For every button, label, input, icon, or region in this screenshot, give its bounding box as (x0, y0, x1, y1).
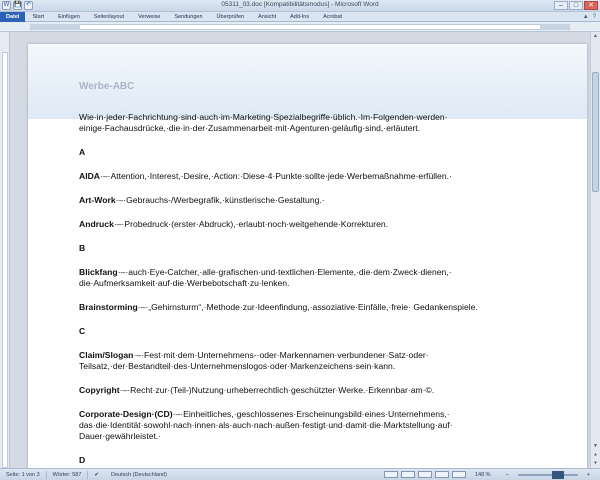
entry-term: Andruck (79, 219, 114, 229)
next-page-icon[interactable]: ⯆ (593, 461, 598, 467)
entry-paragraph (79, 409, 517, 442)
entry-paragraph (79, 302, 517, 313)
title-bar (0, 0, 600, 12)
scrollbar-thumb[interactable] (592, 72, 599, 192)
vertical-ruler-track (2, 52, 8, 468)
tab-sendungen[interactable]: Sendungen (174, 13, 203, 20)
document-workspace (10, 32, 590, 468)
tab-ansicht[interactable]: Ansicht (258, 13, 277, 20)
draft-view-button[interactable] (452, 471, 466, 478)
ruler-track (30, 24, 570, 30)
document-body[interactable] (79, 112, 517, 466)
entry-term: Corporate·Design·(CD) (79, 409, 173, 419)
entry-text: ·–·Gebrauchs-/Werbegrafik,·künstlerische·Gestaltung.· (115, 195, 325, 205)
zoom-slider-thumb[interactable] (552, 471, 564, 479)
zoom-in-button[interactable]: + (586, 471, 590, 478)
zoom-level[interactable]: 148 % (474, 471, 491, 478)
tab-start[interactable]: Start (32, 13, 45, 20)
tab-seitenlayout[interactable]: Seitenlayout (93, 13, 125, 20)
entry-term: Copyright (79, 385, 120, 395)
close-button[interactable]: ✕ (584, 1, 598, 10)
entry-text: ·–·auch·Eye-Catcher,·alle·grafischen·und·textlichen·Elemente,·die·dem·Zweck·dienen,· die·Aufmerksamkeit·auf·die·Werbebotschaft·zu·lenken. (79, 267, 452, 288)
entry-term: Blickfang (79, 267, 118, 277)
outline-view-button[interactable] (435, 471, 449, 478)
ruler-right-margin (540, 24, 570, 30)
entry-paragraph (79, 385, 517, 396)
section-letter-d: D (79, 455, 86, 465)
zoom-out-button[interactable]: − (505, 471, 509, 478)
full-screen-view-button[interactable] (401, 471, 415, 478)
help-icon[interactable]: ? (592, 13, 596, 20)
status-bar (0, 468, 600, 480)
document-page[interactable] (28, 44, 587, 468)
ruler-left-margin (30, 24, 80, 30)
entry-paragraph (79, 267, 517, 289)
header-title: Werbe-ABC (79, 81, 135, 92)
entry-term: Brainstorming (79, 302, 138, 312)
tab-einfuegen[interactable]: Einfügen (58, 13, 80, 20)
entry-text: ·–·Attention,·Interest,·Desire,·Action:·Diese·4·Punkte·sollte·jede·Werbemaßnahme·erfüllen.· (100, 171, 452, 181)
section-letter-c: C (79, 326, 86, 336)
scroll-down-icon[interactable]: ▼ (593, 443, 598, 449)
entry-text: ·–·Probedruck·(erster·Abdruck),·erlaubt·noch·weitgehende·Korrekturen. (113, 219, 389, 229)
entry-text: ·–·Einheitliches,·geschlossenes·Erscheinungsbild·eines·Unternehmens,· das·die·Identität·sowohl·nach·innen·als·auch·nach·außen·festigt·und·damit·die·Marktstellung·auf· Dauer·gewährleistet.· (79, 409, 453, 441)
window-title: 05311_03.doc [Kompatibilitätsmodus] - Microsoft Word (221, 1, 379, 8)
tab-add-ins[interactable]: Add-Ins (290, 13, 310, 20)
window-controls (554, 1, 598, 10)
entry-term: Claim/Slogan (79, 350, 134, 360)
previous-page-icon[interactable]: ⯅ (593, 452, 598, 458)
word-count[interactable]: Wörter: 587 (52, 471, 82, 478)
entry-term: AIDA (79, 171, 101, 181)
tab-datei[interactable]: Datei (0, 12, 25, 22)
tab-verweise[interactable]: Verweise (138, 13, 161, 20)
entry-term: Art-Work (79, 195, 116, 205)
entry-paragraph (79, 195, 517, 206)
expand-ribbon-icon[interactable]: ▲ (582, 13, 589, 20)
entry-paragraph (79, 350, 517, 372)
ribbon-tab-bar (0, 12, 600, 22)
intro-paragraph: Wie·in·jeder·Fachrichtung·sind·auch·im·Marketing·Spezialbegriffe·üblich.·Im·Folgenden·werden· einige·Fachausdrücke,·die·in·der·Zusammenarbeit·mit·Agenturen·geläufig·sind,·erläutert. (79, 112, 448, 133)
vertical-ruler[interactable] (0, 32, 10, 468)
undo-icon[interactable]: ↶ (25, 2, 32, 8)
vertical-scrollbar[interactable] (590, 32, 600, 468)
print-layout-view-button[interactable] (384, 471, 398, 478)
view-zoom-controls (384, 471, 600, 478)
scroll-up-icon[interactable]: ▲ (593, 33, 598, 39)
page-indicator[interactable]: Seite: 1 von 3 (6, 471, 40, 478)
entry-text: ·–·„Gehirnsturm“,·Methode·zur·Ideenfindung,·assoziative·Einfälle,·freie· Gedankenspiele. (137, 302, 478, 312)
maximize-button[interactable]: □ (569, 1, 583, 10)
entry-paragraph (79, 171, 517, 182)
language-indicator[interactable]: Deutsch (Deutschland) (110, 471, 167, 478)
spellcheck-icon[interactable]: ✔ (94, 471, 99, 478)
section-letter-b: B (79, 243, 86, 253)
minimize-button[interactable]: – (554, 1, 568, 10)
ribbon-right-controls (583, 14, 600, 20)
entry-text: ·–·Recht·zur·(Teil-)Nutzung·urheberrechtlich·geschützter·Werke.·Erkennbar·am·©. (119, 385, 435, 395)
horizontal-ruler[interactable] (0, 22, 600, 32)
save-icon[interactable]: 💾 (14, 2, 22, 8)
tab-ueberpruefen[interactable]: Überprüfen (216, 13, 245, 20)
tab-acrobat[interactable]: Acrobat (323, 13, 343, 20)
section-letter-a: A (79, 147, 86, 157)
entry-text: ·–·Fest·mit·dem·Unternehmens-·oder·Markennamen·verbundener·Satz·oder· Teilsatz,·der·Bestandteil·des·Unternehmenslogos·oder·Markenzeichens·sein·kann. (79, 350, 429, 371)
word-app-icon[interactable]: W (3, 2, 10, 8)
zoom-slider[interactable] (518, 474, 578, 476)
web-layout-view-button[interactable] (418, 471, 432, 478)
entry-paragraph (79, 219, 517, 230)
